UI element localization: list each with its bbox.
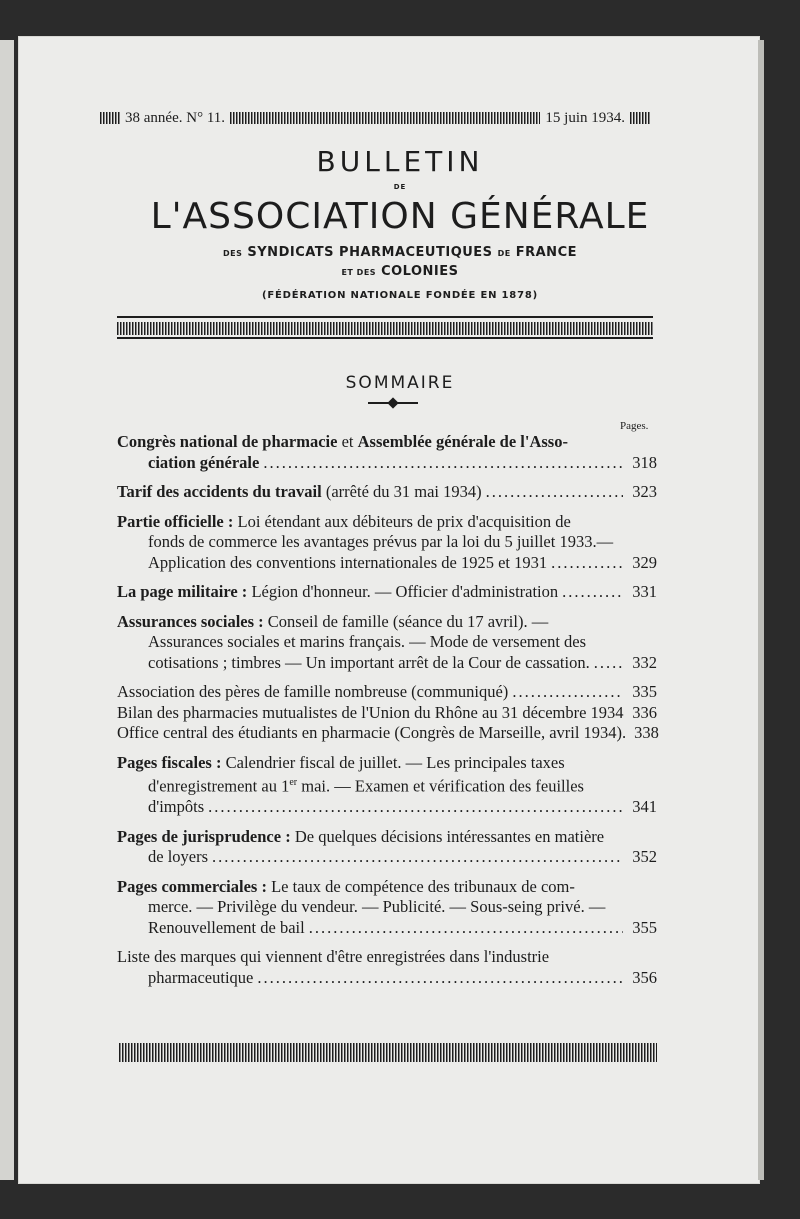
masthead-title: BULLETIN [316, 145, 484, 178]
issue-date: 15 juin 1934. [545, 109, 625, 126]
masthead-colonies: ET DES COLONIES [341, 264, 459, 279]
page-number: 335 [632, 682, 657, 701]
toc-entry-tarif: Tarif des accidents du travail (arrêté du 31 mai 1934) ..... 323 [117, 482, 657, 503]
top-hatch-band [117, 322, 653, 335]
top-rule [117, 316, 653, 318]
toc-entry-bilan: Bilan des pharmacies mutualistes de l'Union du Rhône au 31 décembre 1934 336 [117, 702, 657, 722]
page-number: 318 [632, 452, 657, 472]
toc-entry-pages-fiscales: Pages fiscales : Calendrier fiscal de juillet. — Les principales taxes d'enregistrement au 1er mai. — Examen et vérification des feuilles d'impôts ..... 341 [117, 753, 657, 818]
toc-entry-assurances-sociales: Assurances sociales : Conseil de famille (séance du 17 avril). — Assurances sociales et marins français. — Mode de versement des cotisations ; timbres — Un important arrêt de la Cour de cassation. ..... 332 [117, 612, 657, 674]
toc-entry-liste-marques: Liste des marques qui viennent d'être enregistrées dans l'industrie pharmaceutique ..... 356 [117, 947, 657, 988]
masthead-federation: (FÉDÉRATION NATIONALE FONDÉE EN 1878) [262, 290, 538, 301]
page-number: 332 [632, 652, 657, 672]
header-ornament-left [100, 112, 120, 124]
masthead-association: L'ASSOCIATION GÉNÉRALE [150, 196, 650, 237]
header-ornament-right [630, 112, 650, 124]
issue-header [100, 107, 650, 129]
page-number: 331 [632, 582, 657, 601]
toc-entry-jurisprudence: Pages de jurisprudence : De quelques décisions intéressantes en matière de loyers ..... 352 [117, 827, 657, 868]
page-number: 323 [632, 482, 657, 501]
page-number: 356 [632, 967, 657, 987]
toc-entry-page-militaire: La page militaire : Légion d'honneur. — Officier d'administration ..... 331 [117, 582, 657, 603]
issue-volume: 38 année. N° 11. [125, 109, 226, 126]
masthead-syndicats: DES SYNDICATS PHARMACEUTIQUES DE FRANCE [223, 245, 577, 260]
pages-label: Pages. [620, 420, 649, 432]
page-number: 338 [634, 723, 659, 742]
header-ornament-mid [230, 112, 540, 124]
bottom-rule [117, 337, 653, 339]
sommaire-title: SOMMAIRE [345, 373, 455, 393]
page-number: 329 [632, 552, 657, 572]
page-number: 336 [632, 702, 657, 722]
toc-entry-congres: Congrès national de pharmacie et Assemblée générale de l'Asso- ciation générale ..... 318 [117, 432, 657, 473]
bottom-hatch-band [119, 1043, 657, 1062]
page-number: 352 [632, 847, 657, 866]
masthead-de: DE [393, 183, 407, 191]
toc-entry-partie-officielle: Partie officielle : Loi étendant aux débiteurs de prix d'acquisition de fonds de commerce les avantages prévus par la loi du 5 juillet 1933.— Application des conventions internationales de 1925 et 1931 ..... 329 [117, 512, 657, 574]
toc-entry-association-peres: Association des pères de famille nombreuse (communiqué) ..... 335 [117, 682, 657, 703]
page-number: 341 [632, 797, 657, 816]
toc-entry-office-central: Office central des étudiants en pharmacie (Congrès de Marseille, avril 1934). 338 [117, 723, 659, 742]
toc-entry-pages-commerciales: Pages commerciales : Le taux de compétence des tribunaux de com- merce. — Privilège du vendeur. — Publicité. — Sous-seing privé. — Renouvellement de bail ..... 355 [117, 877, 657, 939]
table-of-contents [117, 432, 657, 997]
page-number: 355 [632, 917, 657, 937]
